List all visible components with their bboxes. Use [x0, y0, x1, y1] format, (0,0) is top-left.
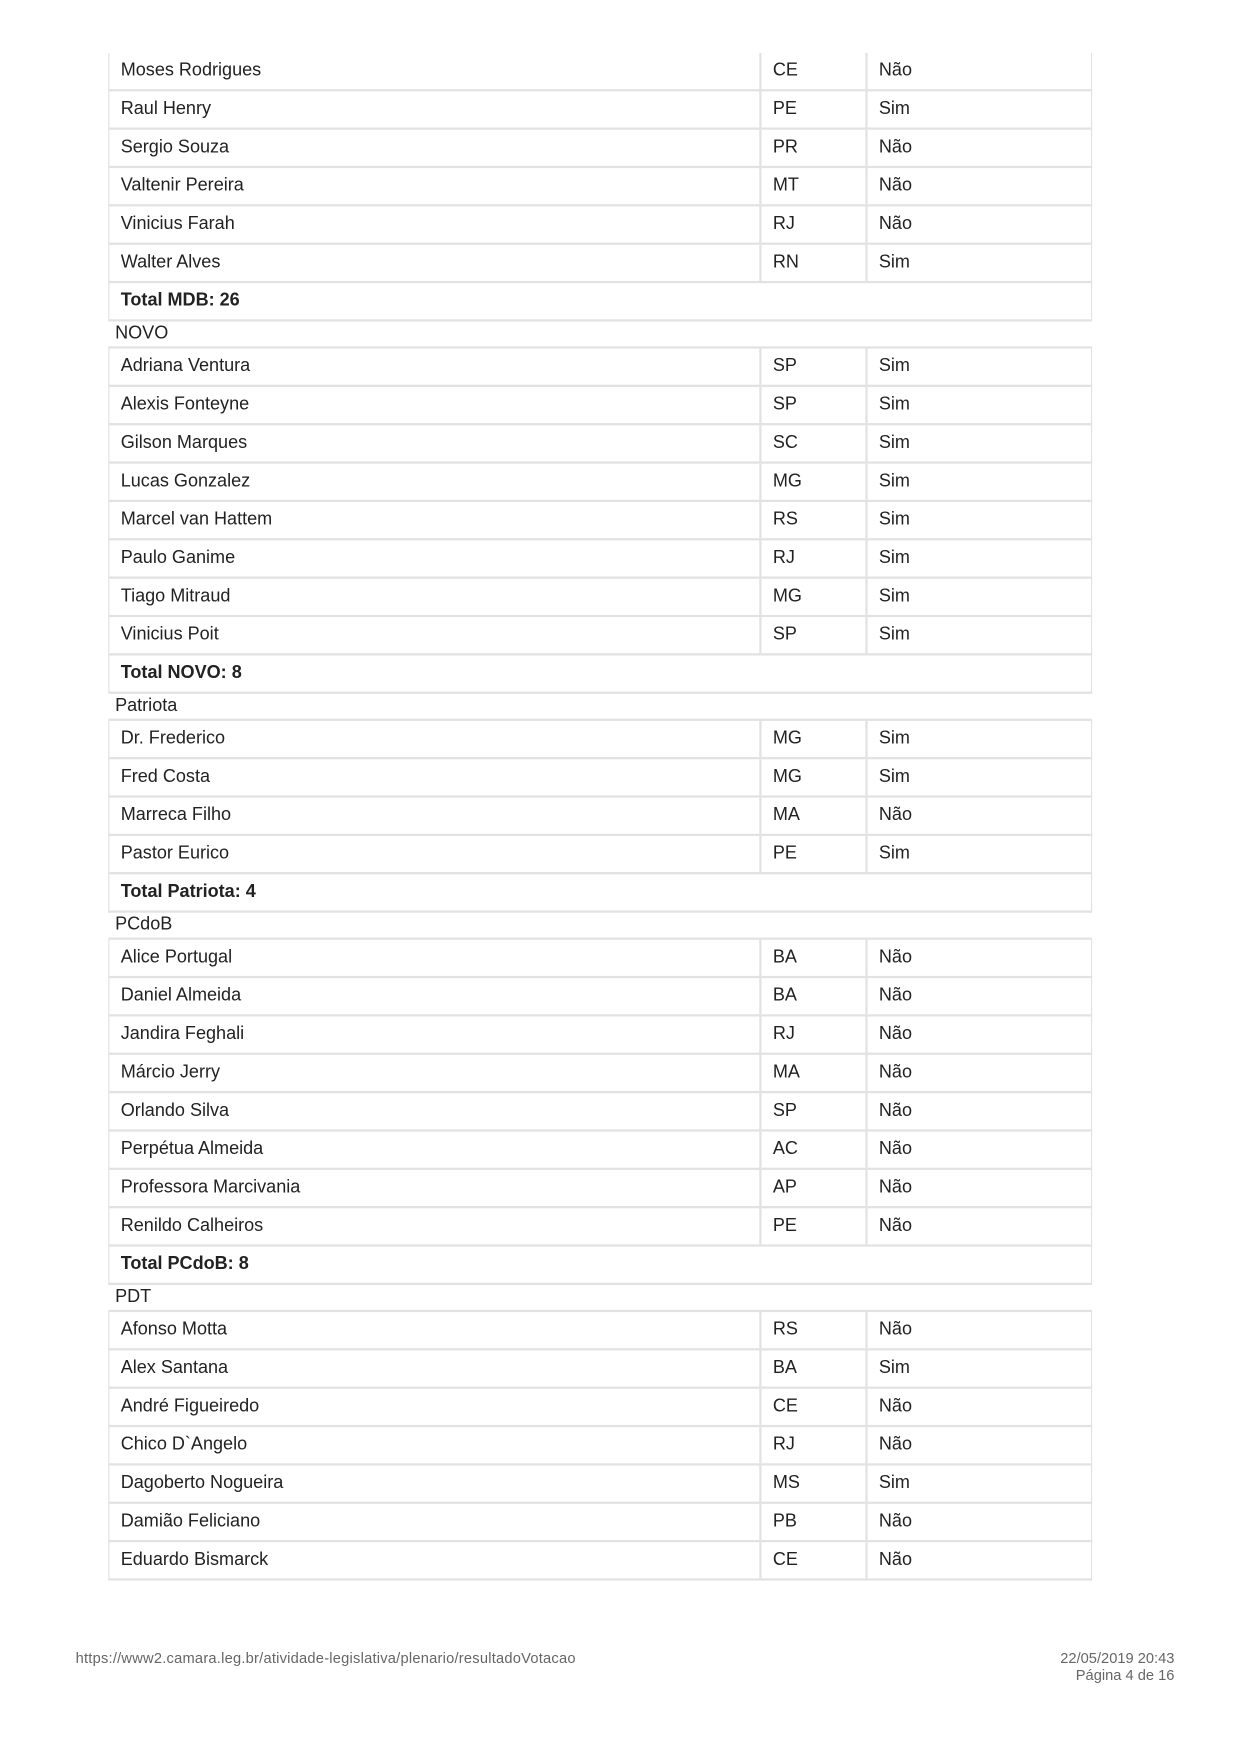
- deputy-vote: Não: [878, 1511, 912, 1531]
- deputy-state: RN: [762, 245, 868, 281]
- deputy-name: Lucas Gonzalez: [109, 464, 761, 500]
- table-row: [108, 349, 1092, 387]
- deputy-name: Vinicius Farah: [109, 206, 761, 242]
- deputy-state: CE: [762, 53, 868, 89]
- deputy-state: CE: [762, 1389, 868, 1425]
- table-row: [108, 759, 1092, 797]
- deputy-name: Marreca Filho: [109, 798, 761, 834]
- table-row: [108, 1055, 1092, 1093]
- deputy-name: Pastor Eurico: [109, 836, 761, 872]
- deputy-vote: Não: [878, 947, 912, 967]
- party-total: Total Patriota: 4: [108, 874, 1092, 912]
- deputy-name: Afonso Motta: [109, 1312, 761, 1348]
- deputy-name: Fred Costa: [109, 759, 761, 795]
- table-row: [108, 1132, 1092, 1170]
- deputy-vote: Não: [878, 60, 912, 81]
- deputy-vote: Sim: [878, 728, 910, 748]
- table-row: [108, 91, 1092, 129]
- table-row: [108, 53, 1092, 91]
- deputy-name: Paulo Ganime: [109, 540, 761, 576]
- deputy-name: Damião Feliciano: [109, 1504, 761, 1540]
- deputy-vote: Não: [878, 137, 912, 157]
- deputy-state: PB: [762, 1504, 868, 1540]
- deputy-state: SP: [762, 617, 868, 653]
- deputy-vote: Sim: [878, 356, 910, 376]
- deputy-vote: Sim: [878, 252, 910, 272]
- deputy-state: RS: [762, 502, 868, 538]
- deputy-vote: Não: [878, 1216, 912, 1236]
- deputy-vote: Não: [878, 1319, 912, 1340]
- deputy-state: BA: [762, 978, 868, 1014]
- deputy-state: MG: [762, 464, 868, 500]
- deputy-name: Perpétua Almeida: [109, 1132, 761, 1168]
- deputy-state: RJ: [762, 1427, 868, 1463]
- deputy-vote: Não: [878, 1024, 912, 1044]
- party-total: Total MDB: 26: [108, 283, 1092, 321]
- table-row: [108, 464, 1092, 502]
- deputy-name: Walter Alves: [109, 245, 761, 281]
- deputy-vote: Não: [878, 986, 912, 1006]
- deputy-name: Renildo Calheiros: [109, 1208, 761, 1244]
- table-row: [108, 1466, 1092, 1504]
- deputy-state: MA: [762, 1055, 868, 1091]
- deputy-state: MA: [762, 798, 868, 834]
- deputy-name: Moses Rodrigues: [109, 53, 761, 89]
- deputy-vote: Sim: [878, 548, 910, 568]
- deputy-state: RJ: [762, 1017, 868, 1053]
- deputy-name: Orlando Silva: [109, 1093, 761, 1129]
- deputy-name: Tiago Mitraud: [109, 579, 761, 615]
- deputy-name: Valtenir Pereira: [109, 168, 761, 204]
- deputy-state: SP: [762, 349, 868, 385]
- table-row: [108, 130, 1092, 168]
- deputy-vote: Não: [878, 1101, 912, 1121]
- table-row: [108, 1208, 1092, 1246]
- party-header: PDT: [108, 1285, 1092, 1312]
- deputy-vote: Sim: [878, 586, 910, 606]
- deputy-vote: Sim: [878, 767, 910, 787]
- table-row: [108, 617, 1092, 655]
- deputy-vote: Não: [878, 214, 912, 234]
- deputy-name: Alex Santana: [109, 1350, 761, 1386]
- footer-page-number: Página 4 de 16: [1075, 1666, 1175, 1684]
- table-row: [108, 168, 1092, 206]
- table-row: [108, 387, 1092, 425]
- deputy-name: Gilson Marques: [109, 425, 761, 461]
- deputy-state: AP: [762, 1170, 868, 1206]
- deputy-state: AC: [762, 1132, 868, 1168]
- deputy-vote: Sim: [878, 1358, 910, 1378]
- deputy-vote: Não: [878, 1550, 912, 1570]
- table-row: [108, 1017, 1092, 1055]
- table-row: [108, 836, 1092, 874]
- party-header: NOVO: [108, 322, 1092, 349]
- deputy-name: Márcio Jerry: [109, 1055, 761, 1091]
- deputy-vote: Sim: [878, 99, 910, 119]
- deputy-state: MS: [762, 1466, 868, 1502]
- deputy-name: Alice Portugal: [109, 940, 761, 976]
- party-header: PCdoB: [108, 913, 1092, 940]
- deputy-state: MG: [762, 579, 868, 615]
- deputy-name: Eduardo Bismarck: [109, 1542, 761, 1578]
- party-header: Patriota: [108, 694, 1092, 721]
- deputy-name: Dagoberto Nogueira: [109, 1466, 761, 1502]
- table-row: [108, 721, 1092, 759]
- deputy-name: Daniel Almeida: [109, 978, 761, 1014]
- deputy-vote: Não: [878, 1062, 912, 1082]
- deputy-name: Raul Henry: [109, 91, 761, 127]
- table-row: [108, 1350, 1092, 1388]
- table-row: [108, 1093, 1092, 1131]
- table-row: [108, 1542, 1092, 1580]
- table-row: [108, 1312, 1092, 1350]
- deputy-vote: Sim: [878, 394, 910, 415]
- table-row: [108, 1504, 1092, 1542]
- table-row: [108, 940, 1092, 978]
- table-row: [108, 978, 1092, 1016]
- table-row: [108, 798, 1092, 836]
- deputy-vote: Não: [878, 1435, 912, 1455]
- deputy-state: BA: [762, 1350, 868, 1386]
- deputy-vote: Sim: [878, 1473, 910, 1493]
- table-row: [108, 206, 1092, 244]
- deputy-vote: Sim: [878, 433, 910, 453]
- deputy-state: PR: [762, 130, 868, 166]
- deputy-name: Adriana Ventura: [109, 349, 761, 385]
- deputy-state: RS: [762, 1312, 868, 1348]
- deputy-vote: Não: [878, 1177, 912, 1198]
- deputy-state: SP: [762, 387, 868, 423]
- deputy-name: Jandira Feghali: [109, 1017, 761, 1053]
- deputy-name: Vinicius Poit: [109, 617, 761, 653]
- deputy-name: Professora Marcivania: [109, 1170, 761, 1206]
- deputy-vote: Sim: [878, 843, 910, 864]
- deputy-state: CE: [762, 1542, 868, 1578]
- table-row: [108, 540, 1092, 578]
- vote-table: [108, 53, 1092, 1581]
- deputy-state: PE: [762, 836, 868, 872]
- deputy-vote: Sim: [878, 509, 910, 530]
- table-row: [108, 502, 1092, 540]
- deputy-name: Sergio Souza: [109, 130, 761, 166]
- deputy-state: BA: [762, 940, 868, 976]
- deputy-state: RJ: [762, 206, 868, 242]
- vote-table-viewport: [108, 60, 1092, 1570]
- table-row: [108, 1427, 1092, 1465]
- deputy-vote: Não: [878, 1396, 912, 1416]
- deputy-vote: Sim: [878, 625, 910, 645]
- deputy-name: Alexis Fonteyne: [109, 387, 761, 423]
- footer-url: https://www2.camara.leg.br/atividade-legislativa/plenario/resultadoVotacao: [75, 1649, 576, 1667]
- party-total: Total PCdoB: 8: [108, 1247, 1092, 1285]
- footer-meta: [1060, 1649, 1174, 1683]
- deputy-state: MG: [762, 759, 868, 795]
- deputy-state: PE: [762, 91, 868, 127]
- table-row: [108, 579, 1092, 617]
- deputy-vote: Não: [878, 175, 912, 196]
- table-row: [108, 1389, 1092, 1427]
- deputy-state: MG: [762, 721, 868, 757]
- deputy-vote: Sim: [878, 471, 910, 491]
- party-total: Total NOVO: 8: [108, 655, 1092, 693]
- deputy-name: Dr. Frederico: [109, 721, 761, 757]
- deputy-state: PE: [762, 1208, 868, 1244]
- deputy-state: SC: [762, 425, 868, 461]
- footer-datetime: 22/05/2019 20:43: [1060, 1649, 1175, 1667]
- deputy-name: Marcel van Hattem: [109, 502, 761, 538]
- table-row: [108, 245, 1092, 283]
- deputy-name: Chico D`Angelo: [109, 1427, 761, 1463]
- deputy-name: André Figueiredo: [109, 1389, 761, 1425]
- table-row: [108, 425, 1092, 463]
- deputy-vote: Não: [878, 1139, 912, 1159]
- deputy-state: RJ: [762, 540, 868, 576]
- table-row: [108, 1170, 1092, 1208]
- deputy-state: SP: [762, 1093, 868, 1129]
- deputy-state: MT: [762, 168, 868, 204]
- deputy-vote: Não: [878, 805, 912, 825]
